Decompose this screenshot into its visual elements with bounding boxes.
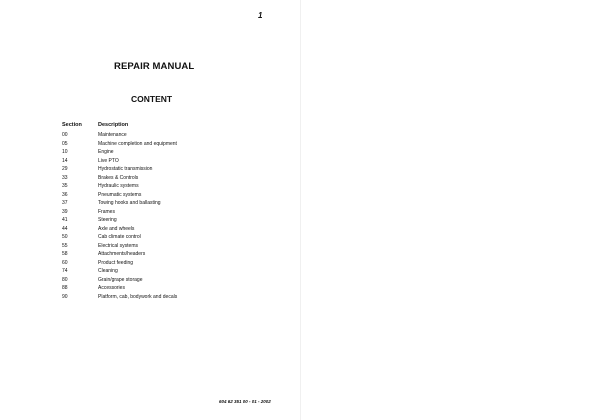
- table-row: [62, 148, 177, 157]
- section-number: 10: [62, 149, 68, 155]
- footer-code: 604 62 351 00 - 01 - 2002: [219, 399, 271, 404]
- section-number: 36: [62, 191, 68, 198]
- section-number: 88: [62, 285, 68, 291]
- table-row: [62, 276, 177, 285]
- section-description: Live PTO: [98, 157, 119, 164]
- section-description: Hydraulic systems: [98, 183, 139, 189]
- section-description: Axle and wheels: [98, 225, 135, 232]
- table-row: [62, 182, 177, 191]
- table-row: [62, 157, 177, 166]
- table-row: [62, 233, 177, 242]
- table-row: [62, 140, 177, 149]
- section-description: Brakes & Controls: [98, 174, 139, 181]
- section-description: Maintenance: [98, 132, 127, 138]
- section-description: Towing hooks and ballasting: [98, 200, 161, 206]
- table-row: [62, 284, 177, 293]
- table-row: [62, 259, 177, 268]
- section-number: 58: [62, 251, 68, 257]
- table-header-row: [62, 121, 177, 131]
- section-number: 74: [62, 268, 68, 274]
- section-number: 44: [62, 225, 68, 232]
- section-number: 55: [62, 242, 68, 249]
- section-description: Platform, cab, bodywork and decals: [98, 293, 178, 300]
- section-number: 33: [62, 174, 68, 181]
- section-number: 80: [62, 276, 68, 283]
- section-number: 05: [62, 140, 68, 147]
- section-description: Cab climate control: [98, 234, 141, 240]
- table-row: [62, 293, 177, 302]
- table-row: [62, 225, 177, 234]
- section-description: Grain/grape storage: [98, 276, 143, 283]
- section-number: 35: [62, 183, 68, 189]
- section-description: Accessories: [98, 285, 125, 291]
- table-row: [62, 165, 177, 174]
- table-row: [62, 242, 177, 251]
- table-row: [62, 199, 177, 208]
- table-row: [62, 216, 177, 225]
- section-number: 50: [62, 234, 68, 240]
- right-page: [300, 0, 600, 420]
- section-number: 41: [62, 217, 68, 223]
- section-number: 14: [62, 157, 68, 164]
- section-description: Frames: [98, 208, 115, 215]
- table-row: [62, 191, 177, 200]
- section-number: 37: [62, 200, 68, 206]
- section-description: Pneumatic systems: [98, 191, 142, 198]
- section-description: Product feeding: [98, 259, 134, 266]
- section-description: Hydrostatic transmission: [98, 166, 153, 172]
- section-description: Electrical systems: [98, 242, 139, 249]
- section-description: Steering: [98, 217, 117, 223]
- section-number: 90: [62, 293, 68, 300]
- section-number: 29: [62, 166, 68, 172]
- table-row: [62, 267, 177, 276]
- section-description: Machine completion and equipment: [98, 140, 177, 147]
- content-heading: CONTENT: [131, 94, 173, 104]
- table-row: [62, 250, 177, 259]
- section-description: Engine: [98, 149, 114, 155]
- page-title: REPAIR MANUAL: [114, 61, 195, 72]
- table-row: [62, 131, 177, 140]
- table-row: [62, 208, 177, 217]
- page-number: 1: [258, 11, 263, 20]
- section-number: 60: [62, 259, 68, 266]
- contents-table: [62, 121, 177, 301]
- column-header-section: Section: [62, 122, 82, 128]
- table-body: [62, 131, 177, 301]
- table-row: [62, 174, 177, 183]
- section-number: 00: [62, 132, 68, 138]
- section-description: Cleaning: [98, 268, 118, 274]
- column-header-description: Description: [98, 122, 129, 128]
- section-number: 39: [62, 208, 68, 215]
- section-description: Attachments/headers: [98, 251, 146, 257]
